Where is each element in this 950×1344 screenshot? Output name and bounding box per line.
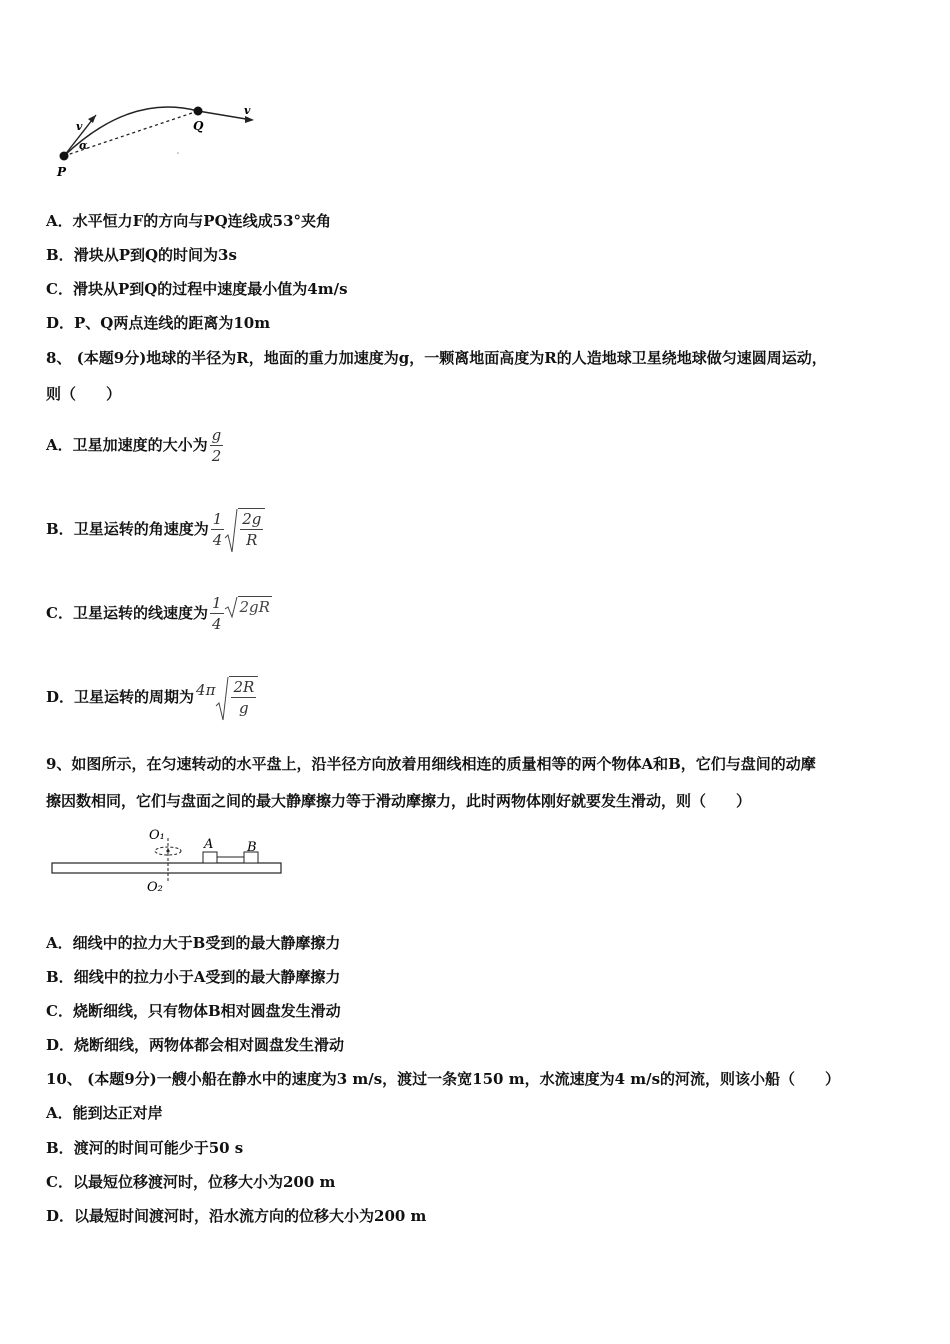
q10-option-b [46, 1138, 243, 1158]
fraction-numerator: 2R [233, 678, 255, 696]
option-letter: C． [46, 280, 73, 298]
fraction-denominator: g [231, 697, 256, 718]
radicand: 2gR [239, 597, 270, 616]
option-text: 滑块从P到Q的过程中速度最小值为4m/s [72, 280, 348, 298]
q10-stem: 10、 (本题9分)一艘小船在静水中的速度为3 m/s，渡过一条宽150 m，水流速度为4 m/s的河流，则该小船（ ） [46, 1070, 841, 1088]
label-v1: v [76, 120, 83, 133]
block-a [203, 852, 217, 863]
option-letter: D． [46, 1036, 75, 1054]
q9-option-c [46, 1001, 341, 1021]
radical-sign-icon [224, 508, 238, 554]
label-p: P [57, 165, 67, 179]
sqrt-2r-over-g [215, 676, 258, 718]
option-letter: A． [46, 212, 73, 230]
option-text: 以最短时间渡河时，沿水流方向的位移大小为200 m [74, 1207, 427, 1225]
option-letter: B． [46, 968, 74, 986]
q10-option-a [46, 1103, 163, 1123]
fraction-numerator: 2g [242, 510, 262, 528]
point-q [194, 107, 203, 116]
option-letter: B． [46, 1139, 74, 1157]
q9-option-b [46, 967, 340, 987]
option-text: 烧断细线，只有物体B相对圆盘发生滑动 [72, 1002, 341, 1020]
label-o2: O₂ [147, 880, 163, 895]
coefficient-fraction [210, 593, 224, 634]
option-letter: D． [46, 688, 75, 706]
q9-option-a [46, 933, 340, 953]
option-text: 渡河的时间可能少于50 s [73, 1139, 244, 1157]
option-text: 烧断细线，两物体都会相对圆盘发生滑动 [74, 1036, 345, 1054]
axis-dot [166, 849, 169, 852]
option-letter: D． [46, 1207, 75, 1225]
label-a: A [204, 837, 214, 852]
trajectory-figure [50, 98, 270, 188]
prefix-4pi: 4π [196, 681, 216, 699]
radical-sign-icon [224, 596, 238, 618]
fraction-g-over-2 [210, 425, 224, 466]
q7-option-c [46, 279, 348, 299]
option-text: 卫星运转的线速度为 [72, 604, 208, 622]
q7-option-d [46, 313, 270, 333]
label-b: B [247, 840, 257, 855]
option-letter: B． [46, 520, 74, 538]
option-text: 细线中的拉力大于B受到的最大静摩擦力 [72, 934, 341, 952]
q8-stem-line1: 8、 (本题9分)地球的半径为R，地面的重力加速度为g，一颗离地面高度为R的人造地球卫星绕地球做匀速圆周运动， [46, 349, 827, 367]
coefficient-fraction [211, 509, 225, 550]
q9-option-d [46, 1035, 344, 1055]
fraction-denominator: R [240, 529, 263, 550]
sqrt-2g-over-r [224, 508, 265, 550]
fraction-numerator: 1 [211, 593, 222, 612]
velocity-arrowhead-q [245, 116, 254, 123]
label-v2: v [244, 104, 251, 117]
option-text: 卫星运转的角速度为 [73, 520, 209, 538]
velocity-arrowhead-p [88, 115, 96, 123]
sqrt-2gr [224, 596, 272, 617]
option-text: 卫星运转的周期为 [74, 688, 195, 706]
q10-option-d [46, 1206, 426, 1226]
q9-stem-line2: 擦因数相同，它们与盘面之间的最大静摩擦力等于滑动摩擦力，此时两物体刚好就要发生滑动，则（ ） [46, 792, 752, 810]
fraction-denominator: 2 [210, 445, 224, 466]
option-letter: C． [46, 1173, 73, 1191]
option-text: 以最短位移渡河时，位移大小为200 m [72, 1173, 336, 1191]
option-letter: A． [46, 1104, 73, 1122]
label-o1: O₁ [149, 828, 165, 843]
option-letter: D． [46, 314, 75, 332]
option-text: 细线中的拉力小于A受到的最大静摩擦力 [73, 968, 341, 986]
q8-stem-line2: 则（ ） [46, 385, 122, 403]
fraction-denominator: 4 [212, 530, 223, 549]
point-p [60, 152, 69, 161]
option-text: P、Q两点连线的距离为10m [74, 314, 271, 332]
option-letter: B． [46, 246, 74, 264]
fraction-denominator: 4 [211, 614, 222, 633]
option-text: 能到达正对岸 [72, 1104, 163, 1122]
option-letter: A． [46, 934, 73, 952]
fraction-numerator: g [211, 425, 222, 444]
option-letter: C． [46, 1002, 73, 1020]
label-q: Q [193, 119, 204, 133]
q8-option-c [46, 590, 272, 636]
radical-sign-icon [215, 676, 229, 722]
option-text: 卫星加速度的大小为 [72, 436, 208, 454]
q10-option-c [46, 1172, 335, 1192]
option-text: 滑块从P到Q的时间为3s [73, 246, 237, 264]
q9-stem-line1: 9、如图所示，在匀速转动的水平盘上，沿半径方向放着用细线相连的质量相等的两个物体A和B，它们与盘间的动摩 [46, 755, 816, 773]
option-text: 水平恒力F的方向与PQ连线成53°夹角 [72, 212, 332, 230]
turntable-figure [48, 824, 288, 900]
q7-option-b [46, 245, 237, 265]
speck [177, 152, 179, 154]
disk-surface [52, 863, 281, 873]
q8-option-a [46, 423, 223, 467]
q8-option-d [46, 671, 258, 723]
option-letter: A． [46, 436, 73, 454]
fraction-numerator: 1 [212, 509, 223, 528]
label-alpha: α [79, 139, 88, 152]
q7-option-a [46, 211, 331, 231]
q8-option-b [46, 504, 265, 554]
option-letter: C． [46, 604, 73, 622]
